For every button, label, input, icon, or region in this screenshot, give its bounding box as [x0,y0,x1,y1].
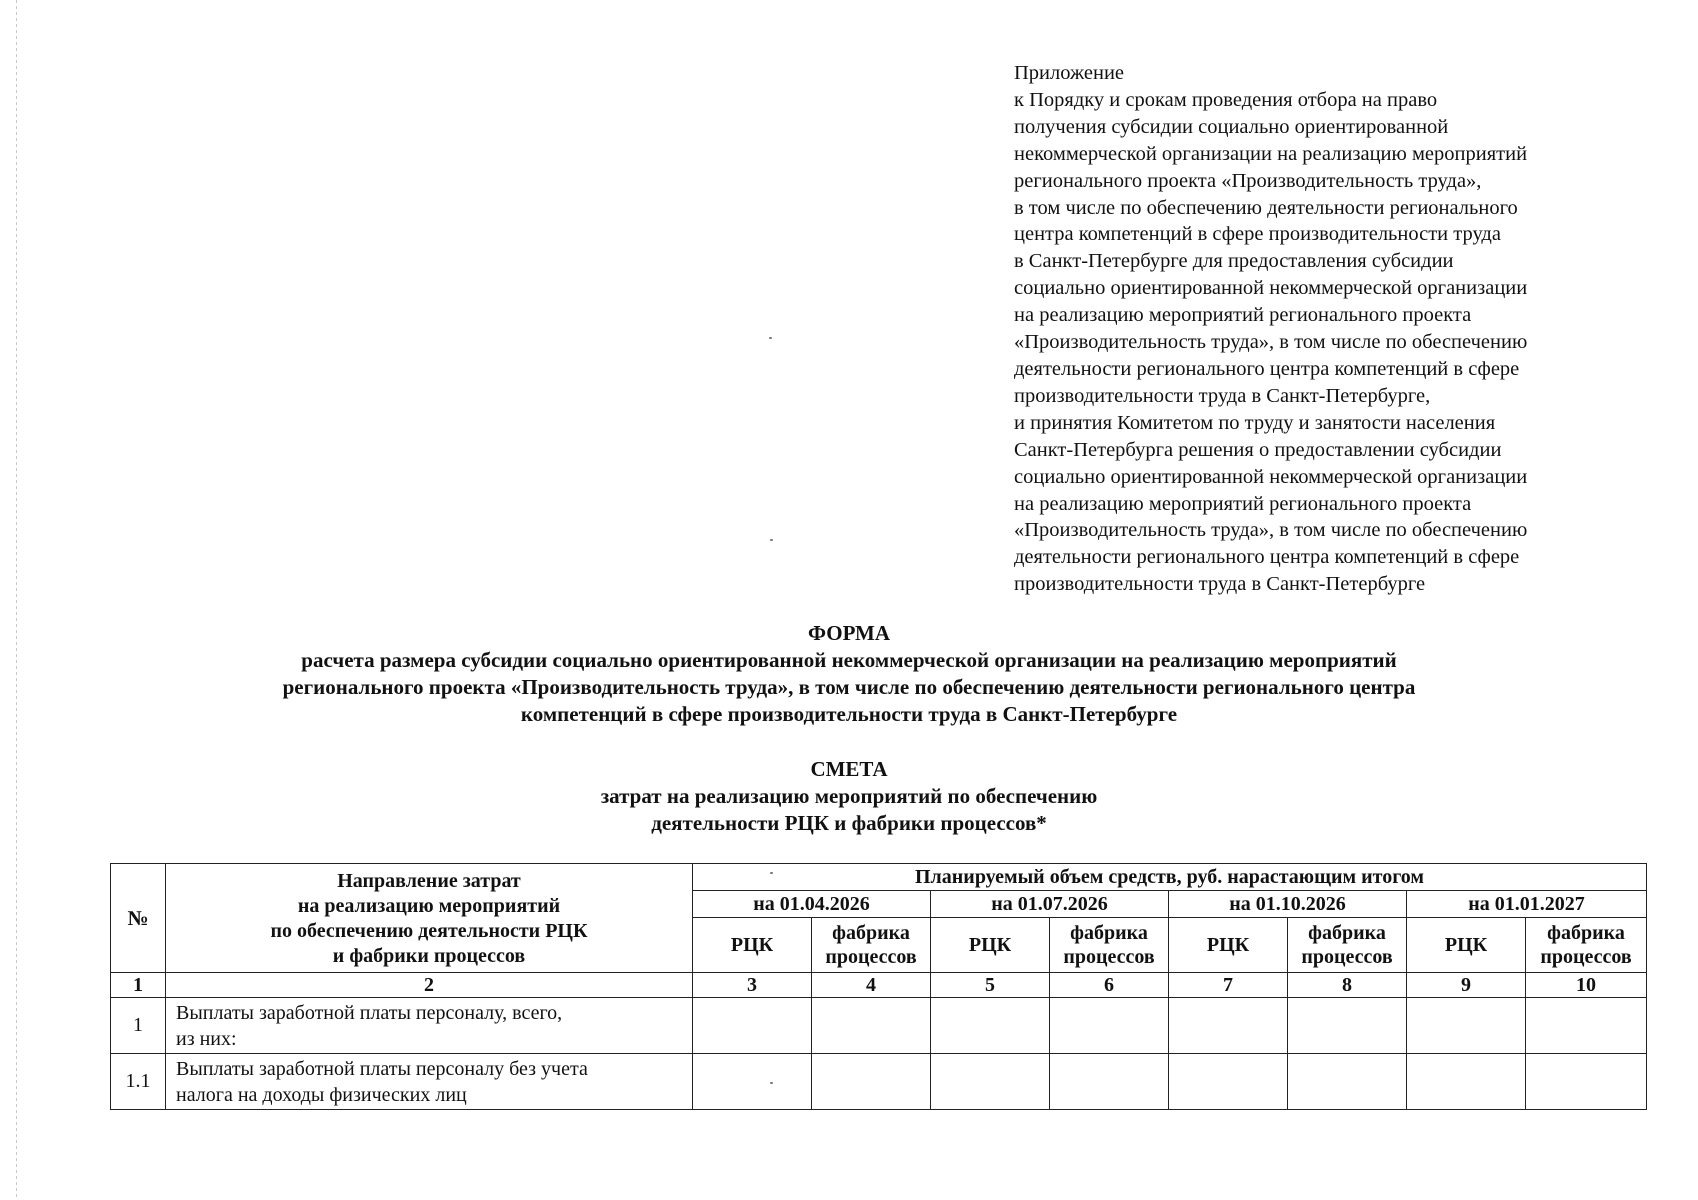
subheader-factory-line: фабрика [1308,922,1386,944]
appendix-line: производительности труда в Санкт-Петербурге, [1014,384,1431,407]
appendix-block [1014,60,1654,598]
appendix-line: в Санкт-Петербурге для предоставления субсидии [1014,250,1454,273]
value-cell [1050,1054,1169,1110]
column-number: 5 [931,973,1050,998]
appendix-line: деятельности регионального центра компетенций в сфере [1014,546,1520,569]
appendix-line: «Производительность труда», в том числе по обеспечению [1014,519,1528,542]
estimate-table [110,863,1647,1110]
column-number: 2 [166,973,693,998]
forma-line: расчета размера субсидии социально ориентированной некоммерческой организации на реализацию мероприятий [301,648,1397,672]
subheader-factory-line: фабрика [1070,922,1148,944]
row-label [166,1054,693,1110]
appendix-line: на реализацию мероприятий регионального проекта [1014,492,1472,515]
value-cell [1288,1054,1407,1110]
table-row [111,1054,1647,1110]
forma-line: регионального проекта «Производительность труда», в том числе по обеспечению деятельности регионального центра [282,675,1416,699]
period-header: на 01.07.2026 [931,891,1169,918]
scan-speck [769,337,772,339]
appendix-line: социально ориентированной некоммерческой организации [1014,465,1528,488]
forma-title: ФОРМА [807,621,891,645]
row-label-line: Выплаты заработной платы персоналу, всего, [176,1001,563,1024]
appendix-line: Санкт-Петербурга решения о предоставлении субсидии [1014,438,1502,461]
value-cell [812,1054,931,1110]
value-cell [1407,998,1526,1054]
row-label-line: налога на доходы физических лиц [176,1083,467,1106]
subheader-rck: РЦК [693,918,812,973]
subheader-factory-line: процессов [825,946,917,968]
col-header-direction-line: и фабрики процессов [332,945,526,967]
row-label-line: из них: [176,1027,237,1050]
appendix-line: в том числе по обеспечению деятельности регионального [1014,196,1518,219]
subheader-factory-line: фабрика [1547,922,1625,944]
column-number: 1 [111,973,166,998]
appendix-line: на реализацию мероприятий регионального проекта [1014,304,1472,327]
column-number: 9 [1407,973,1526,998]
appendix-line: производительности труда в Санкт-Петербурге [1014,573,1426,596]
appendix-line: Приложение [1014,62,1125,84]
table-row [111,998,1647,1054]
column-number: 3 [693,973,812,998]
col-header-direction-line: на реализацию мероприятий [297,895,561,917]
column-number: 7 [1169,973,1288,998]
period-header: на 01.04.2026 [693,891,931,918]
value-cell [931,998,1050,1054]
appendix-line: центра компетенций в сфере производительности труда [1014,223,1501,246]
appendix-line: деятельности регионального центра компетенций в сфере [1014,357,1520,380]
header-row-group [111,864,1647,891]
subheader-rck: РЦК [1169,918,1288,973]
appendix-line: получения субсидии социально ориентированной [1014,115,1449,138]
subheader-factory [812,918,931,973]
value-cell [1526,1054,1647,1110]
subheader-factory-line: процессов [1063,946,1155,968]
value-cell [1526,998,1647,1054]
subheader-factory-line: фабрика [832,922,910,944]
col-header-direction-line: Направление затрат [337,870,521,892]
value-cell [931,1054,1050,1110]
scan-margin-line [16,0,17,1200]
row-number: 1.1 [111,1054,166,1110]
appendix-line: социально ориентированной некоммерческой организации [1014,277,1528,300]
column-number: 8 [1288,973,1407,998]
scan-speck [770,539,773,541]
value-cell [1050,998,1169,1054]
subheader-rck: РЦК [931,918,1050,973]
forma-heading [0,620,1698,728]
appendix-line: «Производительность труда», в том числе по обеспечению [1014,331,1528,354]
subheader-factory [1288,918,1407,973]
subheader-factory-line: процессов [1301,946,1393,968]
col-header-planned-volume: Планируемый объем средств, руб. нарастающим итогом [693,864,1647,891]
value-cell [693,1054,812,1110]
col-header-number: № [111,864,166,973]
column-number: 6 [1050,973,1169,998]
value-cell [1407,1054,1526,1110]
value-cell [693,998,812,1054]
column-number-row [111,973,1647,998]
value-cell [1288,998,1407,1054]
subheader-factory [1526,918,1647,973]
row-label [166,998,693,1054]
period-header: на 01.10.2026 [1169,891,1407,918]
col-header-direction-line: по обеспечению деятельности РЦК [270,920,588,942]
value-cell [1169,998,1288,1054]
appendix-line: регионального проекта «Производительность труда», [1014,169,1482,192]
row-number: 1 [111,998,166,1054]
subheader-factory [1050,918,1169,973]
smeta-title: СМЕТА [810,757,888,781]
value-cell [1169,1054,1288,1110]
column-number: 10 [1526,973,1647,998]
column-number: 4 [812,973,931,998]
period-header: на 01.01.2027 [1407,891,1647,918]
value-cell [812,998,931,1054]
row-label-line: Выплаты заработной платы персоналу без учета [176,1057,588,1080]
appendix-line: и принятия Комитетом по труду и занятости населения [1014,411,1496,434]
smeta-heading [0,756,1698,837]
appendix-line: некоммерческой организации на реализацию мероприятий [1014,142,1528,165]
smeta-line: затрат на реализацию мероприятий по обеспечению [600,784,1098,808]
forma-line: компетенций в сфере производительности труда в Санкт-Петербурге [520,702,1178,726]
subheader-rck: РЦК [1407,918,1526,973]
smeta-line: деятельности РЦК и фабрики процессов* [651,811,1047,835]
col-header-direction [166,864,693,973]
appendix-line: к Порядку и срокам проведения отбора на право [1014,88,1438,111]
subheader-factory-line: процессов [1540,946,1632,968]
